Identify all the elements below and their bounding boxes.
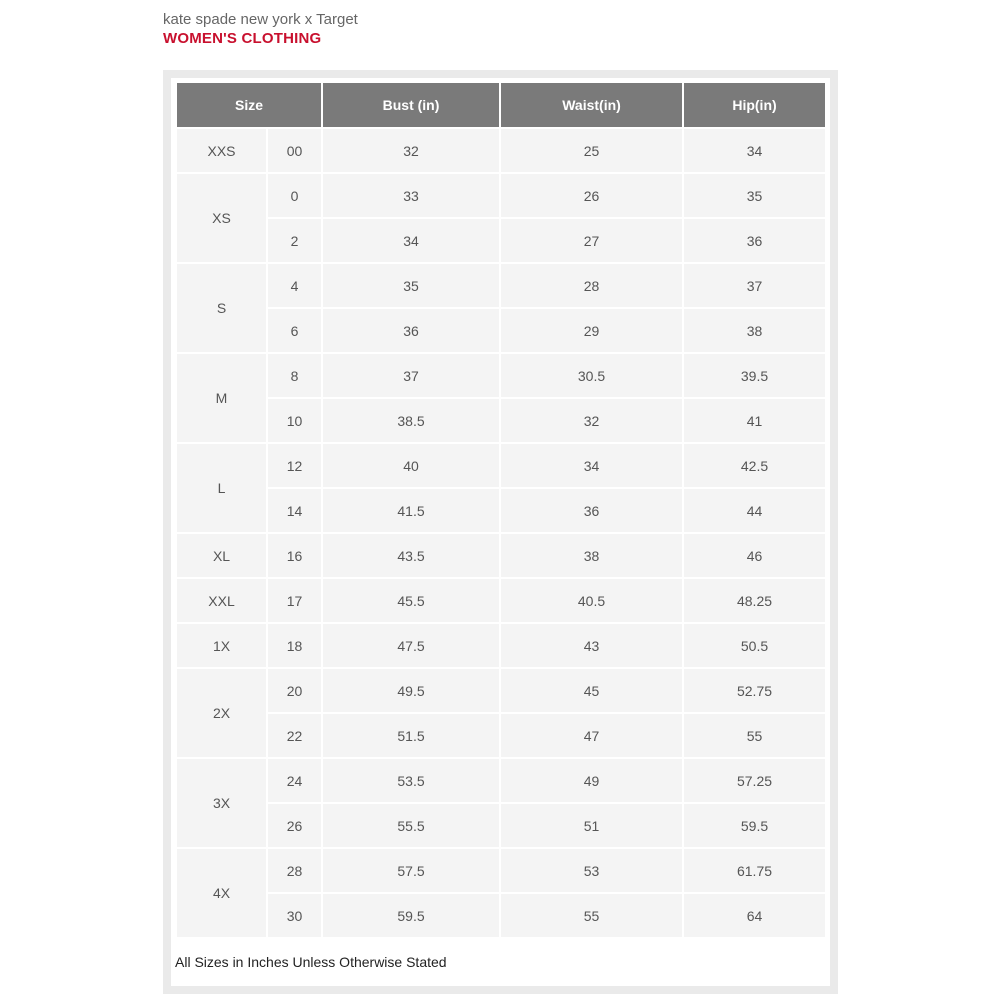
table-row (177, 262, 825, 307)
size-label-cell: XXS (177, 127, 268, 172)
size-label-cell: 3X (177, 757, 268, 847)
brand-line: kate spade new york x Target (163, 11, 358, 28)
bust-cell: 49.5 (323, 667, 501, 712)
bust-cell: 53.5 (323, 757, 501, 802)
waist-cell: 51 (501, 802, 684, 847)
waist-cell: 49 (501, 757, 684, 802)
table-row (177, 667, 825, 712)
size-label-cell: M (177, 352, 268, 442)
bust-cell: 40 (323, 442, 501, 487)
hip-cell: 64 (684, 892, 825, 937)
size-label-cell: XS (177, 172, 268, 262)
table-row (177, 622, 825, 667)
size-number-cell: 14 (268, 487, 323, 532)
bust-cell: 35 (323, 262, 501, 307)
size-number-cell: 8 (268, 352, 323, 397)
table-row (177, 847, 825, 892)
size-number-cell: 00 (268, 127, 323, 172)
size-chart-frame (163, 70, 838, 994)
bust-cell: 59.5 (323, 892, 501, 937)
waist-cell: 29 (501, 307, 684, 352)
table-row (177, 487, 825, 532)
size-number-cell: 18 (268, 622, 323, 667)
size-label-cell: 1X (177, 622, 268, 667)
size-number-cell: 2 (268, 217, 323, 262)
hip-cell: 50.5 (684, 622, 825, 667)
hip-cell: 55 (684, 712, 825, 757)
size-column-header: Size (177, 83, 323, 127)
bust-cell: 38.5 (323, 397, 501, 442)
waist-cell: 55 (501, 892, 684, 937)
waist-cell: 30.5 (501, 352, 684, 397)
bust-cell: 33 (323, 172, 501, 217)
table-row (177, 577, 825, 622)
hip-cell: 61.75 (684, 847, 825, 892)
page-title: WOMEN'S CLOTHING (163, 30, 322, 47)
table-row (177, 127, 825, 172)
size-label-cell: S (177, 262, 268, 352)
bust-cell: 41.5 (323, 487, 501, 532)
bust-cell: 47.5 (323, 622, 501, 667)
table-row (177, 397, 825, 442)
bust-column-header: Bust (in) (323, 83, 501, 127)
size-number-cell: 24 (268, 757, 323, 802)
waist-cell: 26 (501, 172, 684, 217)
hip-cell: 48.25 (684, 577, 825, 622)
size-label-cell: L (177, 442, 268, 532)
table-row (177, 802, 825, 847)
size-chart-panel (171, 78, 830, 986)
size-table-body (177, 127, 825, 937)
hip-cell: 46 (684, 532, 825, 577)
size-number-cell: 10 (268, 397, 323, 442)
table-header-row (177, 83, 825, 127)
table-row (177, 442, 825, 487)
waist-cell: 38 (501, 532, 684, 577)
table-row (177, 217, 825, 262)
bust-cell: 32 (323, 127, 501, 172)
size-number-cell: 28 (268, 847, 323, 892)
waist-cell: 25 (501, 127, 684, 172)
hip-cell: 59.5 (684, 802, 825, 847)
waist-cell: 40.5 (501, 577, 684, 622)
waist-cell: 53 (501, 847, 684, 892)
waist-cell: 27 (501, 217, 684, 262)
hip-cell: 38 (684, 307, 825, 352)
size-label-cell: 2X (177, 667, 268, 757)
waist-cell: 34 (501, 442, 684, 487)
waist-cell: 28 (501, 262, 684, 307)
bust-cell: 55.5 (323, 802, 501, 847)
size-label-cell: 4X (177, 847, 268, 937)
size-number-cell: 4 (268, 262, 323, 307)
size-number-cell: 16 (268, 532, 323, 577)
hip-cell: 37 (684, 262, 825, 307)
hip-column-header: Hip(in) (684, 83, 825, 127)
bust-cell: 34 (323, 217, 501, 262)
size-chart-table (177, 83, 825, 937)
hip-cell: 44 (684, 487, 825, 532)
hip-cell: 57.25 (684, 757, 825, 802)
waist-cell: 47 (501, 712, 684, 757)
size-label-cell: XL (177, 532, 268, 577)
footnote: All Sizes in Inches Unless Otherwise Stated (175, 954, 447, 970)
hip-cell: 41 (684, 397, 825, 442)
hip-cell: 34 (684, 127, 825, 172)
size-number-cell: 26 (268, 802, 323, 847)
waist-column-header: Waist(in) (501, 83, 684, 127)
bust-cell: 57.5 (323, 847, 501, 892)
bust-cell: 51.5 (323, 712, 501, 757)
size-number-cell: 30 (268, 892, 323, 937)
hip-cell: 42.5 (684, 442, 825, 487)
size-label-cell: XXL (177, 577, 268, 622)
hip-cell: 35 (684, 172, 825, 217)
size-number-cell: 22 (268, 712, 323, 757)
hip-cell: 39.5 (684, 352, 825, 397)
bust-cell: 43.5 (323, 532, 501, 577)
table-row (177, 712, 825, 757)
size-number-cell: 17 (268, 577, 323, 622)
size-number-cell: 20 (268, 667, 323, 712)
table-row (177, 892, 825, 937)
waist-cell: 32 (501, 397, 684, 442)
table-row (177, 757, 825, 802)
hip-cell: 36 (684, 217, 825, 262)
size-number-cell: 12 (268, 442, 323, 487)
size-number-cell: 0 (268, 172, 323, 217)
bust-cell: 45.5 (323, 577, 501, 622)
hip-cell: 52.75 (684, 667, 825, 712)
waist-cell: 45 (501, 667, 684, 712)
waist-cell: 36 (501, 487, 684, 532)
bust-cell: 36 (323, 307, 501, 352)
table-row (177, 352, 825, 397)
table-row (177, 307, 825, 352)
bust-cell: 37 (323, 352, 501, 397)
table-row (177, 172, 825, 217)
waist-cell: 43 (501, 622, 684, 667)
size-number-cell: 6 (268, 307, 323, 352)
table-row (177, 532, 825, 577)
